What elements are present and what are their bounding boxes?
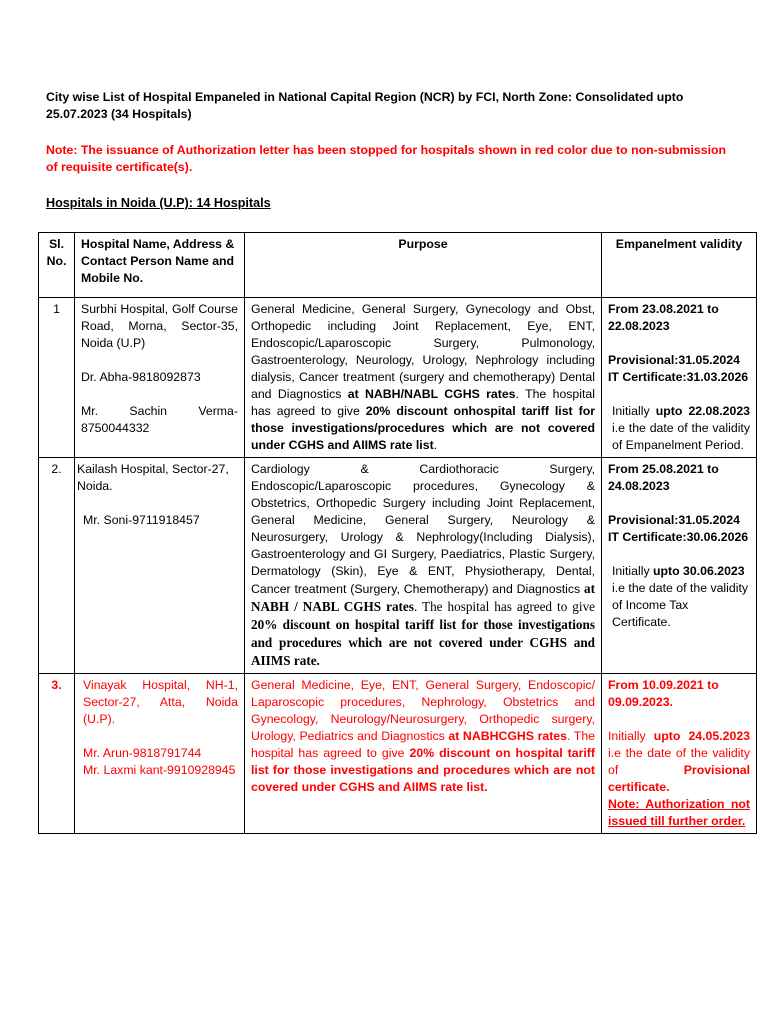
validity-initially-note: i.e the date of the validity of [608,746,750,777]
contact-person: Dr. Abha-9818092873 [81,370,201,384]
validity-initially-label: Initially [608,729,646,743]
it-certificate-date: IT Certificate:31.03.2026 [608,370,749,384]
purpose-rates: at NABHCGHS rates [448,729,567,743]
red-notice: Note: The issuance of Authorization letter has been stopped for hospitals shown in red color due to non-submission of requisite certificate(s). [46,143,727,174]
purpose-cell [245,298,602,458]
purpose-text: . The hospital has agreed to give [413,599,596,614]
header-purpose: Purpose [245,233,602,298]
provisional-date: Provisional:31.05.2024 [608,353,740,367]
contact-person: Mr. Laxmi kant-9910928945 [83,763,236,777]
header-validity: Empanelment validity [602,233,757,298]
validity-initially [608,563,750,631]
row-sl-no: 2. [39,458,75,674]
table-row [39,298,757,458]
validity-period: From 25.08.2021 to 24.08.2023 [608,462,719,493]
validity-initially-date: upto 22.08.2023 [655,404,751,418]
validity-initially-note: i.e the date of the validity of Income Tax Certificate. [612,581,749,629]
validity-cell [602,674,757,834]
purpose-discount: 20% discount on hospital tariff list for those investigations and procedures which are not covered under CGHS and AIIMS rate. [251,617,595,668]
purpose-text: General Medicine, General Surgery, Gynecology and Obst, Orthopedic including Joint Replacement, Eye, ENT, Endoscopic/Laparoscopic Surgery, Pulmonology, Gastroenterology, Neurology, Urology, Nephrology including dialysis, Cancer treatment (surgery and chemotherapy) Dental and Diagnostics [251,302,595,401]
hospital-cell [75,458,245,674]
provisional-date: Provisional:31.05.2024 [608,513,740,527]
purpose-text: General Medicine, Eye, ENT, General Surgery, Endoscopic/ Laparoscopic procedures, Nephrology, Obstetrics and Gynecology, Neurology/Neurosurgery, Orthopedic surgery, Urology, Pediatrics and Diagnostics [251,678,595,743]
validity-period: From 10.09.2021 to 09.09.2023. [608,678,719,709]
validity-initially-date: upto 30.06.2023 [653,564,745,578]
validity-period: From 23.08.2021 to 22.08.2023 [608,302,719,333]
validity-initially [608,403,750,454]
table-row [39,674,757,834]
it-certificate-date: IT Certificate:30.06.2026 [608,530,749,544]
purpose-cell [245,674,602,834]
table-header-row [39,233,757,298]
validity-cell [602,298,757,458]
section-heading: Hospitals in Noida (U.P): 14 Hospitals [46,196,271,210]
validity-initially-date: upto 24.05.2023 [653,729,751,743]
purpose-rates: at NABH/NABL CGHS rates [347,387,516,401]
table-row [39,458,757,674]
document-title: City wise List of Hospital Empaneled in National Capital Region (NCR) by FCI, North Zone: Consolidated upto 25.07.2023 (34 Hospitals) [46,90,684,121]
purpose-text: . The hospital has agreed to give [251,387,595,418]
row-sl-no: 1 [39,298,75,458]
validity-cell [602,458,757,674]
hospital-name: Surbhi Hospital, Golf Course Road, Morna, Sector-35, Noida (U.P) [81,302,238,350]
validity-initially-note: i.e the date of the validity of Empanelment Period. [612,421,750,452]
purpose-cell [245,458,602,674]
hospital-name: Vinayak Hospital, NH-1, Sector-27, Atta, Noida (U.P). [83,678,238,726]
purpose-text: . The hospital has agreed to give [251,729,595,760]
contact-person: Mr. Soni-9711918457 [83,513,200,527]
validity-initially-label: Initially [612,404,650,418]
contact-person: Mr. Arun-9818791744 [83,746,202,760]
purpose-text: Cardiology & Cardiothoracic Surgery, Endoscopic/Laparoscopic procedures, Gynecology & Obstetrics, Orthopedic Surgery including Joint Replacement, General Medicine, General Surgery, Neurology & Neurosurgery, Urology & Nephrology(Including Dialysis), Gastroenterology and GI Surgery, Paediatrics, Plastic Surgery, Dermatology (Skin), Eye & ENT, Physiotherapy, Dental, Cancer treatment (Surgery, Chemotherapy) and Diagnostics [251,462,595,596]
validity-provisional-note: Provisional certificate. [608,763,750,794]
hospital-cell [75,298,245,458]
validity-initially [608,728,750,796]
purpose-rates: at NABH / NABL CGHS rates [251,581,595,614]
purpose-text: . [433,438,438,452]
purpose-discount: 20% discount onhospital tariff list for those investigations/procedures which are not covered under CGHS and AIIMS rate list [251,404,596,452]
authorization-note: Note: Authorization not issued till further order. [608,797,750,828]
hospital-cell [75,674,245,834]
hospital-name: Kailash Hospital, Sector-27, Noida. [77,462,229,493]
row-sl-no: 3. [39,674,75,834]
hospital-table [38,232,757,834]
header-sl-no: Sl. No. [39,233,75,298]
contact-person: Mr. Sachin Verma-8750044332 [81,404,238,435]
validity-initially-label: Initially [612,564,650,578]
purpose-discount: 20% discount on hospital tariff list for those investigations and procedures which are not covered under CGHS and AIIMS rate list. [251,746,595,794]
header-hospital: Hospital Name, Address & Contact Person Name and Mobile No. [75,233,245,298]
